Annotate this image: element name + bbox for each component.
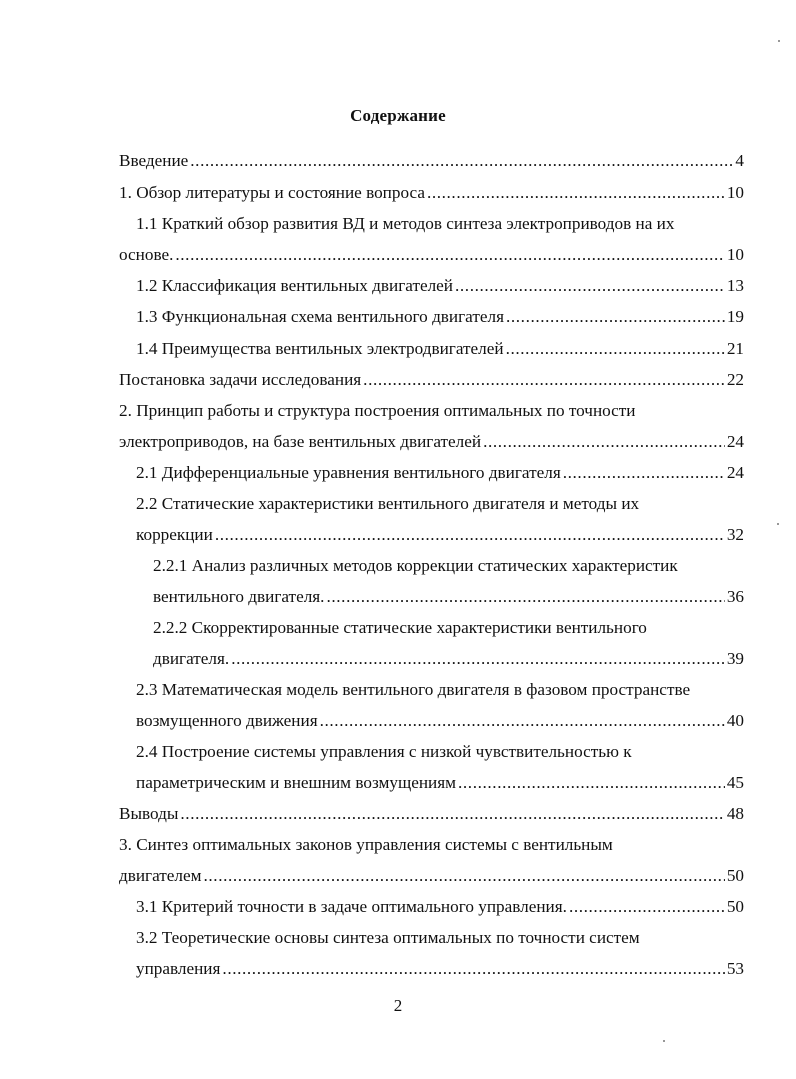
toc-entry-page: 39 <box>726 649 744 668</box>
toc-entry-page: 22 <box>726 370 744 389</box>
toc-entry-text: 2.4 Построение системы управления с низкой чувствительностью к <box>136 742 632 761</box>
toc-entry-page: 10 <box>726 183 744 202</box>
toc-entry <box>136 524 744 546</box>
toc-entry-text: 1.4 Преимущества вентильных электродвигателей <box>136 339 504 358</box>
toc-entry-text: 1.2 Классификация вентильных двигателей <box>136 276 453 295</box>
toc-leader-dots <box>506 338 725 360</box>
toc-entry-text: основе. <box>119 245 174 264</box>
toc-entry <box>136 338 744 360</box>
toc-entry-page: 24 <box>726 463 744 482</box>
toc-entry <box>136 710 744 732</box>
toc-entry-page: 40 <box>726 711 744 730</box>
toc-entry <box>119 431 744 453</box>
toc-entry-text: Выводы <box>119 804 179 823</box>
toc-entry-page: 4 <box>735 151 744 170</box>
toc-entry-page: 13 <box>726 276 744 295</box>
toc-entry <box>119 400 744 422</box>
toc-entry-text: 1. Обзор литературы и состояние вопроса <box>119 183 425 202</box>
toc-leader-dots <box>215 524 725 546</box>
toc-entry <box>119 182 744 204</box>
toc-leader-dots <box>320 710 725 732</box>
toc-entry-text: Постановка задачи исследования <box>119 370 362 389</box>
toc-entry-page: 19 <box>726 307 744 326</box>
toc-entry <box>119 150 744 172</box>
toc-leader-dots <box>180 803 724 825</box>
toc-entry <box>153 648 744 670</box>
toc-entry-text: 1.3 Функциональная схема вентильного двигателя <box>136 307 504 326</box>
toc-entry-page: 32 <box>726 525 744 544</box>
toc-entry-page: 50 <box>726 866 744 885</box>
toc-entry-text: 3. Синтез оптимальных законов управления системы с вентильным <box>119 835 613 854</box>
toc-leader-dots <box>190 150 733 172</box>
toc-leader-dots <box>204 865 725 887</box>
toc-entry <box>136 306 744 328</box>
toc-entry <box>153 617 744 639</box>
toc-leader-dots <box>506 306 725 328</box>
toc-entry <box>119 865 744 887</box>
toc-entry-page: 24 <box>726 432 744 451</box>
toc-entry-page: 50 <box>726 897 744 916</box>
toc-entry <box>136 772 744 794</box>
toc-leader-dots <box>427 182 725 204</box>
toc-entry-text: 2.2.2 Скорректированные статические характеристики вентильного <box>153 618 647 637</box>
toc-entry <box>119 803 744 825</box>
toc-entry <box>136 896 744 918</box>
toc-entry-page: 53 <box>726 959 744 978</box>
toc-entry-text: двигателя. <box>153 649 230 668</box>
toc-entry <box>136 679 744 701</box>
toc-entry-text: 1.1 Краткий обзор развития ВД и методов синтеза электроприводов на их <box>136 214 675 233</box>
toc-leader-dots <box>231 648 725 670</box>
toc-entry-text: возмущенного движения <box>136 711 318 730</box>
toc-leader-dots <box>563 462 725 484</box>
toc-entry-text: параметрическим и внешним возмущениям <box>136 773 457 792</box>
toc-entry <box>136 958 744 980</box>
toc-entry-text: Введение <box>119 151 189 170</box>
page-number: 2 <box>393 996 403 1015</box>
toc-leader-dots <box>569 896 725 918</box>
toc-entry-text: двигателем <box>119 866 202 885</box>
toc-leader-dots <box>363 369 725 391</box>
toc-entry-page: 21 <box>726 339 744 358</box>
toc-entry-page: 36 <box>726 587 744 606</box>
toc-entry-text: 3.1 Критерий точности в задаче оптимального управления. <box>136 897 567 916</box>
scan-speck <box>778 40 780 42</box>
toc-entry <box>119 244 744 266</box>
toc-leader-dots <box>483 431 725 453</box>
toc-leader-dots <box>222 958 724 980</box>
toc-entry-text: управления <box>136 959 221 978</box>
toc-entry-page: 10 <box>726 245 744 264</box>
toc-entry <box>119 834 744 856</box>
toc-entry-text: электроприводов, на базе вентильных двигателей <box>119 432 482 451</box>
toc-entry <box>153 555 744 577</box>
scan-speck <box>777 523 779 525</box>
toc-entry-text: коррекции <box>136 525 213 544</box>
toc-entry <box>153 586 744 608</box>
toc-entry-text: вентильного двигателя. <box>153 587 325 606</box>
toc-entry-text: 2.2.1 Анализ различных методов коррекции статических характеристик <box>153 556 678 575</box>
toc-leader-dots <box>455 275 725 297</box>
toc-entry-text: 3.2 Теоретические основы синтеза оптимальных по точности систем <box>136 928 640 947</box>
toc-entry <box>136 741 744 763</box>
toc-leader-dots <box>175 244 724 266</box>
toc-entry <box>136 462 744 484</box>
page-title: Содержание <box>350 106 446 125</box>
toc-entry <box>136 275 744 297</box>
toc-entry-page: 45 <box>726 773 744 792</box>
toc-entry-text: 2.2 Статические характеристики вентильного двигателя и методы их <box>136 494 640 513</box>
toc-leader-dots <box>326 586 724 608</box>
toc-entry <box>136 213 744 235</box>
scan-speck <box>663 1040 665 1042</box>
toc-entry-text: 2. Принцип работы и структура построения оптимальных по точности <box>119 401 636 420</box>
toc-entry <box>119 369 744 391</box>
toc-entry-page: 48 <box>726 804 744 823</box>
toc-leader-dots <box>458 772 725 794</box>
toc-entry <box>136 493 744 515</box>
toc-entry-text: 2.3 Математическая модель вентильного двигателя в фазовом пространстве <box>136 680 691 699</box>
toc-entry-text: 2.1 Дифференциальные уравнения вентильного двигателя <box>136 463 561 482</box>
toc-entry <box>136 927 744 949</box>
